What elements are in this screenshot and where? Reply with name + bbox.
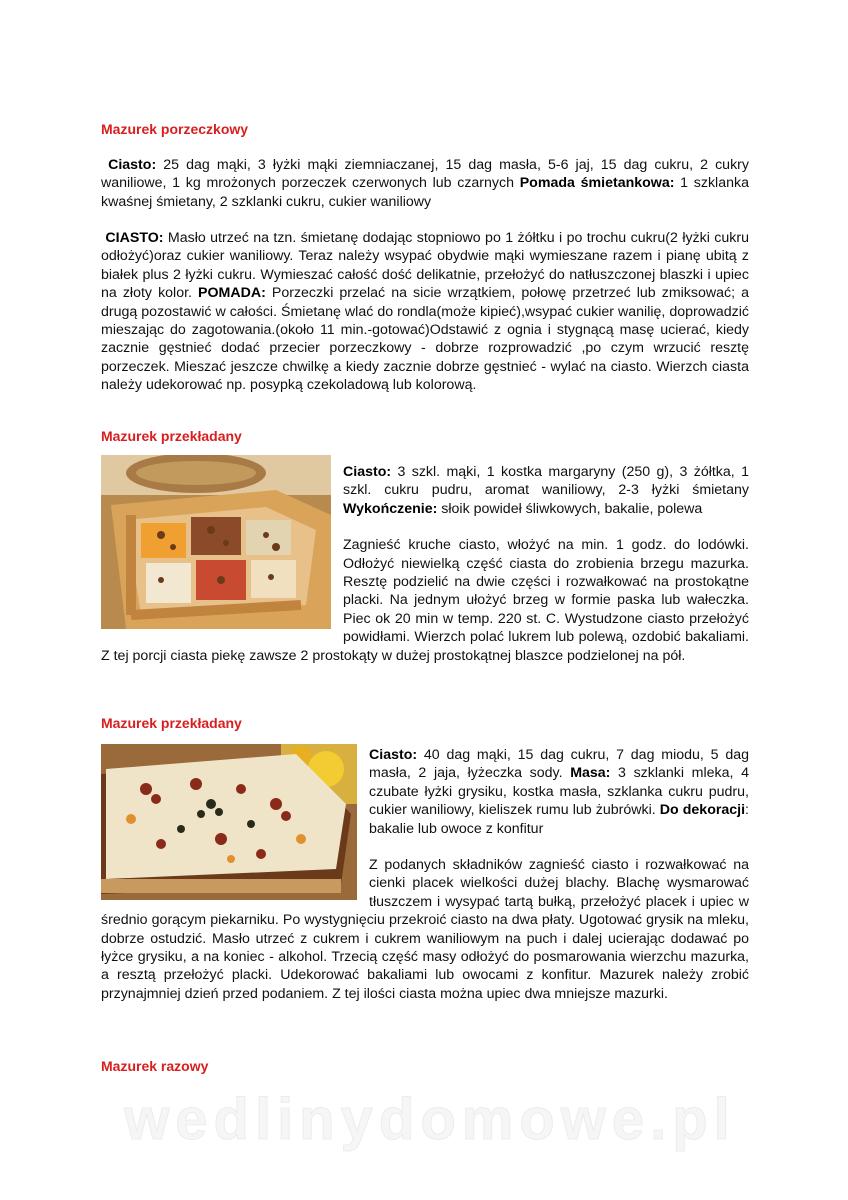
ingredient-label: Ciasto: xyxy=(108,157,157,173)
recipe-title: Mazurek razowy xyxy=(101,1058,209,1074)
recipe-method xyxy=(101,229,749,395)
ingredient-text: 25 dag mąki, 3 łyżki mąki ziemniaczanej, 15 dag masła, 5-6 jaj, 15 dag cukru, 2 cukry waniliowe, 1 kg mrożonych porzeczek czerwonych lub czarnych xyxy=(101,157,749,192)
mazurek-photo xyxy=(101,455,331,629)
ingredient-text: : bakalie lub owoce z konfitur xyxy=(369,802,749,837)
ingredient-text: słoik powideł śliwkowych, bakalie, polewa xyxy=(437,500,703,517)
ingredient-text: 40 dag mąki, 15 dag cukru, 7 dag miodu, 5 dag masła, 2 jaja, łyżeczka sody. xyxy=(369,747,749,782)
method-text: Masło utrzeć na tzn. śmietanę dodając stopniowo po 1 żółtku i po trochu cukru(2 łyżki cukru odłożyć)oraz cukier waniliowy. Teraz należy wsypać obydwie mąki wymieszane razem i pianę ubitą z białek plus 2 łyżki cukru. Wymieszać całość dość delikatnie, przełożyć do natłuszczonej blaszki i upiec na złoty kolor. xyxy=(101,230,750,302)
ingredient-text: 3 szkl. mąki, 1 kostka margaryny (250 g), 3 żółtka, 1 szkl. cukru pudru, aromat waniliowy, 2-3 łyżki śmietany xyxy=(343,464,749,499)
method-text: Porzeczki przelać na sicie wrzątkiem, połowę przetrzeć lub zmiksować; a drugą pozostawić w całości. Śmietanę wlać do rondla(może kipieć),wsypać cukier wanilię, doprowadzić mieszając do zagotowania.(około 11 min.-gotować)Odstawić z ognia i stygnącą masę ucierać, kiedy zacznie gęstnieć dodać przecier porzeczkowy - dobrze rozprowadzić ,po czym wrzucić resztę porzeczek. Mieszać jeszcze chwilkę a kiedy zacznie dobrze gęstnieć - wylać na ciasto. Wierzch ciasta należy udekorować np. posypką czekoladową lub kolorową. xyxy=(101,285,749,394)
watermark-logo xyxy=(100,1085,760,1155)
method-label: CIASTO: xyxy=(105,230,164,246)
method-label: POMADA: xyxy=(198,285,266,302)
recipe-title: Mazurek przekładany xyxy=(101,428,242,444)
ingredient-label: Pomada śmietankowa: xyxy=(519,175,675,192)
recipe-method: Zagnieść kruche ciasto, włożyć na min. 1 godz. do lodówki. Odłożyć niewielką część ciasta do zrobienia brzegu mazurka. Resztę podzielić na dwie części i rozwałkować na prostokątne placki. Na jednym ułożyć brzeg w formie paska lub wałeczka. Piec ok 20 min w temp. 220 st. C. Wystudzone ciasto przełożyć powidłami. Wierzch polać lukrem lub polewą, ozdobić bakaliami. Z tej porcji ciasta piekę zawsze 2 prostokąty w dużej prostokątnej blaszce podzielonej na pół. xyxy=(101,537,749,664)
ingredient-text: 1 szklanka kwaśnej śmietany, 2 szklanki cukru, cukier waniliowy xyxy=(101,175,749,210)
recipe-title: Mazurek przekładany xyxy=(101,715,242,731)
recipe-body xyxy=(101,744,749,1003)
ingredient-text: 3 szklanki mleka, 4 czubate łyżki grysiku, kostka masła, szklanka cukru pudru, cukier waniliowy, kieliszek rumu lub żubrówki. xyxy=(369,765,750,819)
recipe-body xyxy=(101,455,749,665)
ingredient-label: Ciasto: xyxy=(369,747,418,763)
ingredient-label: Do dekoracji xyxy=(659,802,746,819)
watermark-text: wedlinydomowe.pl xyxy=(124,1087,736,1152)
mazurek-photo xyxy=(101,744,357,900)
ingredient-label: Wykończenie: xyxy=(343,500,438,517)
recipe-ingredients xyxy=(101,156,749,211)
ingredient-label: Ciasto: xyxy=(343,464,392,480)
recipe-method: Z podanych składników zagnieść ciasto i rozwałkować na cienki placek wielkości dużej blachy. Blachę wysmarować tłuszczem i wysypać tartą bułką, przełożyć placek i upiec w średnio gorącym piekarniku. Po wystygnięciu przekroić ciasto na dwa płaty. Ugotować grysik na mleku, dobrze ostudzić. Masło utrzeć z cukrem i cukrem waniliowym na puch i dalej ucierając dodawać po łyżce grysiku, a na koniec - alkohol. Trzecią część masy odłożyć do posmarowania wierzchu mazurka, a resztą przełożyć placki. Udekorować bakaliami lub owocami z konfitur. Mazurek należy zrobić przynajmniej dzień przed podaniem. Z tej ilości ciasta można upiec dwa mniejsze mazurki. xyxy=(101,857,749,1002)
recipe-title: Mazurek porzeczkowy xyxy=(101,121,249,137)
ingredient-label: Masa: xyxy=(570,765,611,782)
